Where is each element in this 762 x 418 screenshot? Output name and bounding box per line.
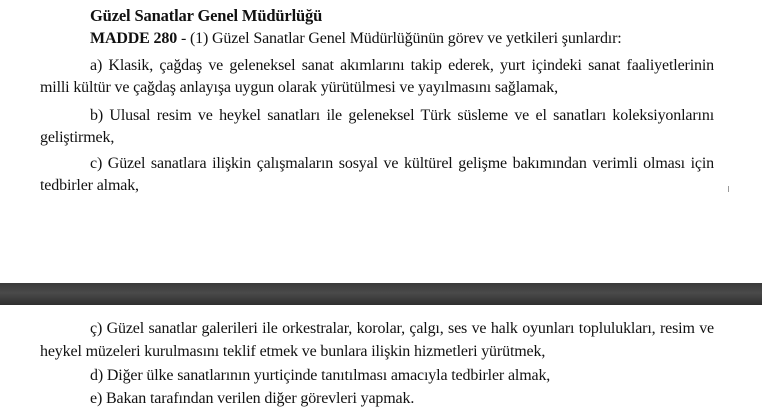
item-cc-line-2: heykel müzeleri kurulmasını teklif etmek ve bunlara ilişkin hizmetleri yürütmek, bbox=[40, 343, 546, 360]
article-intro-line bbox=[90, 29, 622, 49]
item-c-line-1: c) Güzel sanatlara ilişkin çalışmaların sosyal ve kültürel gelişme bakımından verimli olması için bbox=[90, 155, 714, 172]
scan-mark bbox=[728, 186, 729, 192]
page-break-bar bbox=[0, 283, 762, 305]
item-b-line-1: b) Ulusal resim ve heykel sanatları ile geleneksel Türk süsleme ve el sanatları koleksiyonlarını bbox=[90, 107, 714, 124]
article-intro: - (1) Güzel Sanatlar Genel Müdürlüğünün görev ve yetkileri şunlardır: bbox=[177, 30, 622, 47]
item-b-line-2: geliştirmek, bbox=[40, 129, 115, 146]
item-d: d) Diğer ülke sanatlarının yurtiçinde tanıtılması amacıyla tedbirler almak, bbox=[90, 367, 551, 384]
item-a-line-2: milli kültür ve çağdaş anlayışa uygun olarak yürütülmesi ve yayılmasını sağlamak, bbox=[40, 79, 558, 96]
item-e: e) Bakan tarafından verilen diğer görevleri yapmak. bbox=[90, 390, 415, 407]
document-page-bottom bbox=[0, 305, 762, 418]
article-number: MADDE 280 bbox=[90, 30, 178, 47]
item-c-line-2: tedbirler almak, bbox=[40, 177, 139, 194]
item-a-line-1: a) Klasik, çağdaş ve geleneksel sanat akımlarını takip ederek, yurt içindeki sanat faaliyetlerinin bbox=[90, 57, 714, 74]
section-heading: Güzel Sanatlar Genel Müdürlüğü bbox=[90, 6, 323, 25]
item-cc-line-1: ç) Güzel sanatlar galerileri ile orkestralar, korolar, çalgı, ses ve halk oyunları toplulukları, resim ve bbox=[90, 320, 714, 337]
